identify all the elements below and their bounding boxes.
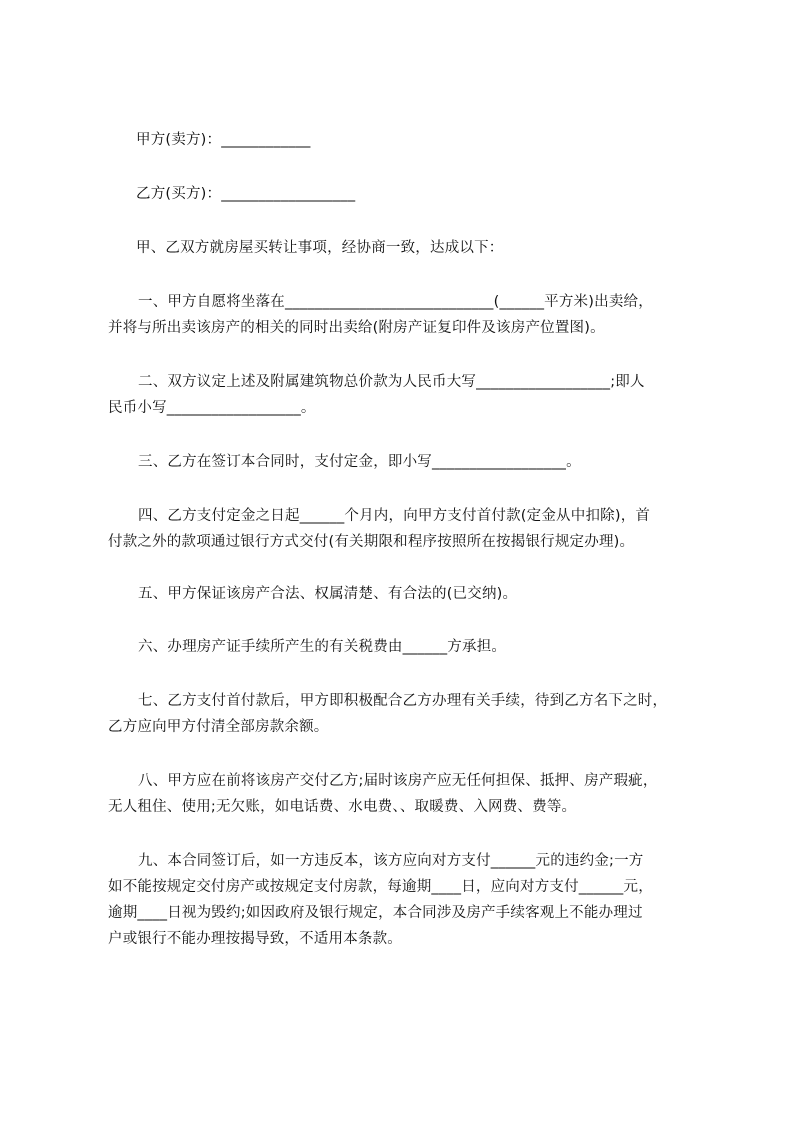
clause-3-line-1: 三、乙方在签订本合同时，支付定金，即小写__________________。: [138, 454, 581, 470]
clause-8-line-2: 无人租住、使用;无欠账，如电话费、水电费、、取暖费、入网费、费等。: [108, 799, 577, 815]
party-b-line: 乙方(买方)：__________________: [136, 186, 356, 202]
clause-4-line-1: 四、乙方支付定金之日起______个月内，向甲方支付首付款(定金从中扣除)，首: [138, 508, 651, 524]
clause-2-line-2: 民币小写__________________。: [108, 400, 316, 416]
clause-9-line-2: 如不能按规定交付房产或按规定支付房款，每逾期____日，应向对方支付______元，: [108, 879, 653, 895]
clause-7-line-1: 七、乙方支付首付款后，甲方即积极配合乙方办理有关手续，待到乙方名下之时，: [138, 693, 668, 709]
clause-1-line-1: 一、甲方自愿将坐落在____________________________(______平方米)出卖给，: [138, 294, 653, 310]
clause-8-line-1: 八、甲方应在前将该房产交付乙方;届时该房产应无任何担保、抵押、房产瑕疵，: [138, 773, 658, 789]
clause-4-line-2: 付款之外的款项通过银行方式交付(有关期限和程序按照所在按揭银行规定办理)。: [108, 534, 635, 550]
clause-5-line-1: 五、甲方保证该房产合法、权属清楚、有合法的(已交纳)。: [138, 586, 518, 602]
clause-9-line-4: 户或银行不能办理按揭导致，不适用本条款。: [108, 931, 402, 947]
party-a-line: 甲方(卖方)：____________: [136, 132, 311, 148]
clause-7-line-2: 乙方应向甲方付清全部房款余额。: [108, 719, 329, 735]
clause-1-line-2: 并将与所出卖该房产的相关的同时出卖给(附房产证复印件及该房产位置图)。: [108, 320, 605, 336]
clause-9-line-3: 逾期____日视为毁约;如因政府及银行规定，本合同涉及房产手续客观上不能办理过: [108, 905, 643, 921]
clause-6-line-1: 六、办理房产证手续所产生的有关税费由______方承担。: [138, 639, 507, 655]
clause-9-line-1: 九、本合同签订后，如一方违反本，该方应向对方支付______元的违约金;一方: [138, 853, 644, 869]
intro-paragraph: 甲、乙双方就房屋买转让事项，经协商一致，达成以下：: [136, 240, 504, 256]
clause-2-line-1: 二、双方议定上述及附属建筑物总价款为人民币大写__________________;即人: [138, 374, 645, 390]
